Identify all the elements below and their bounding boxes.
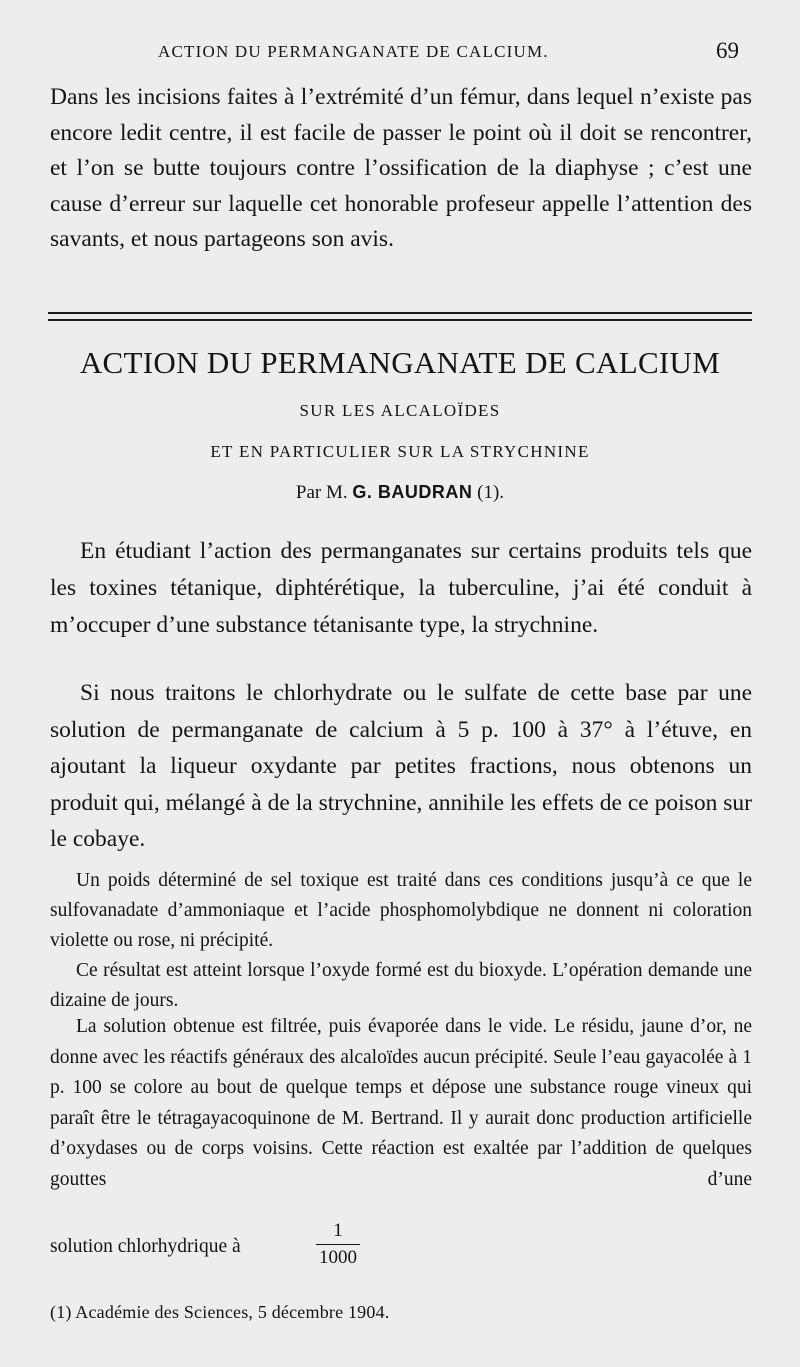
- running-title: ACTION DU PERMANGANATE DE CALCIUM.: [158, 42, 549, 61]
- author-line: [0, 482, 800, 504]
- running-header: [0, 38, 800, 68]
- intro-paragraph: Dans les incisions faites à l’extrémité d’un fémur, dans lequel n’existe pas encore ledit centre, il est facile de passer le point où il doit se rencontrer, et l’on se butte toujours contre l’ossification de la diaphyse ; c’est une cause d’erreur sur laquelle cet honorable profeseur appelle l’attention des savants, et nous partageons son avis.: [50, 84, 752, 252]
- footnote-reference: (1).: [477, 482, 505, 503]
- footnote: (1) Académie des Sciences, 5 décembre 1904.: [50, 1302, 390, 1322]
- article-subtitle: SUR LES ALCALOÏDES: [299, 401, 501, 420]
- body-paragraph-4: Ce résultat est atteint lorsque l’oxyde formé est du bioxyde. L’opération demande une dizaine de jours.: [50, 960, 752, 1011]
- author-name: G. BAUDRAN: [352, 482, 473, 502]
- formula-text: solution chlorhydrique à: [50, 1236, 241, 1257]
- section-divider-top: [48, 312, 752, 314]
- fraction-bar: [316, 1244, 360, 1245]
- body-paragraph-3: Un poids déterminé de sel toxique est traité dans ces conditions jusqu’à ce que le sulfovanadate d’ammoniaque et l’acide phosphomolybdique ne donnent ni coloration violette ou rose, ni précipité.: [50, 870, 752, 951]
- body-paragraph-2: Si nous traitons le chlorhydrate ou le sulfate de cette base par une solution de permanganate de calcium à 5 p. 100 à 37° à l’étuve, en ajoutant la liqueur oxydante par petites fractions, nous obtenons un produit qui, mélangé à de la strychnine, annihile les effets de ce poison sur le cobaye.: [50, 680, 752, 852]
- fraction-numerator: 1: [333, 1220, 343, 1241]
- page-number: 69: [716, 38, 739, 63]
- body-paragraph-1: En étudiant l’action des permanganates sur certains produits tels que les toxines tétanique, diphtérétique, la tuberculine, j’ai été conduit à m’occuper d’une substance tétanisante type, la strychnine.: [50, 538, 752, 638]
- body-paragraph-5: La solution obtenue est filtrée, puis évaporée dans le vide. Le résidu, jaune d’or, ne donne avec les réactifs généraux des alcaloïdes aucun précipité. Seule l’eau gayacolée à 1 p. 100 se colore au bout de quelque temps et dépose une substance rouge vineux qui paraît être le tétragayacoquinone de M. Bertrand. Il y aurait donc production artificielle d’oxydases ou de corps voisins. Cette réaction est exaltée par l’addition de quelques gouttes d’une: [50, 1016, 752, 1190]
- article-subtitle-secondary: ET EN PARTICULIER SUR LA STRYCHNINE: [210, 442, 590, 461]
- section-divider-bottom: [48, 319, 752, 321]
- article-title: ACTION DU PERMANGANATE DE CALCIUM: [79, 345, 721, 380]
- author-prefix: Par M.: [295, 482, 348, 503]
- fraction: [312, 1219, 364, 1270]
- fraction-denominator: 1000: [319, 1247, 357, 1268]
